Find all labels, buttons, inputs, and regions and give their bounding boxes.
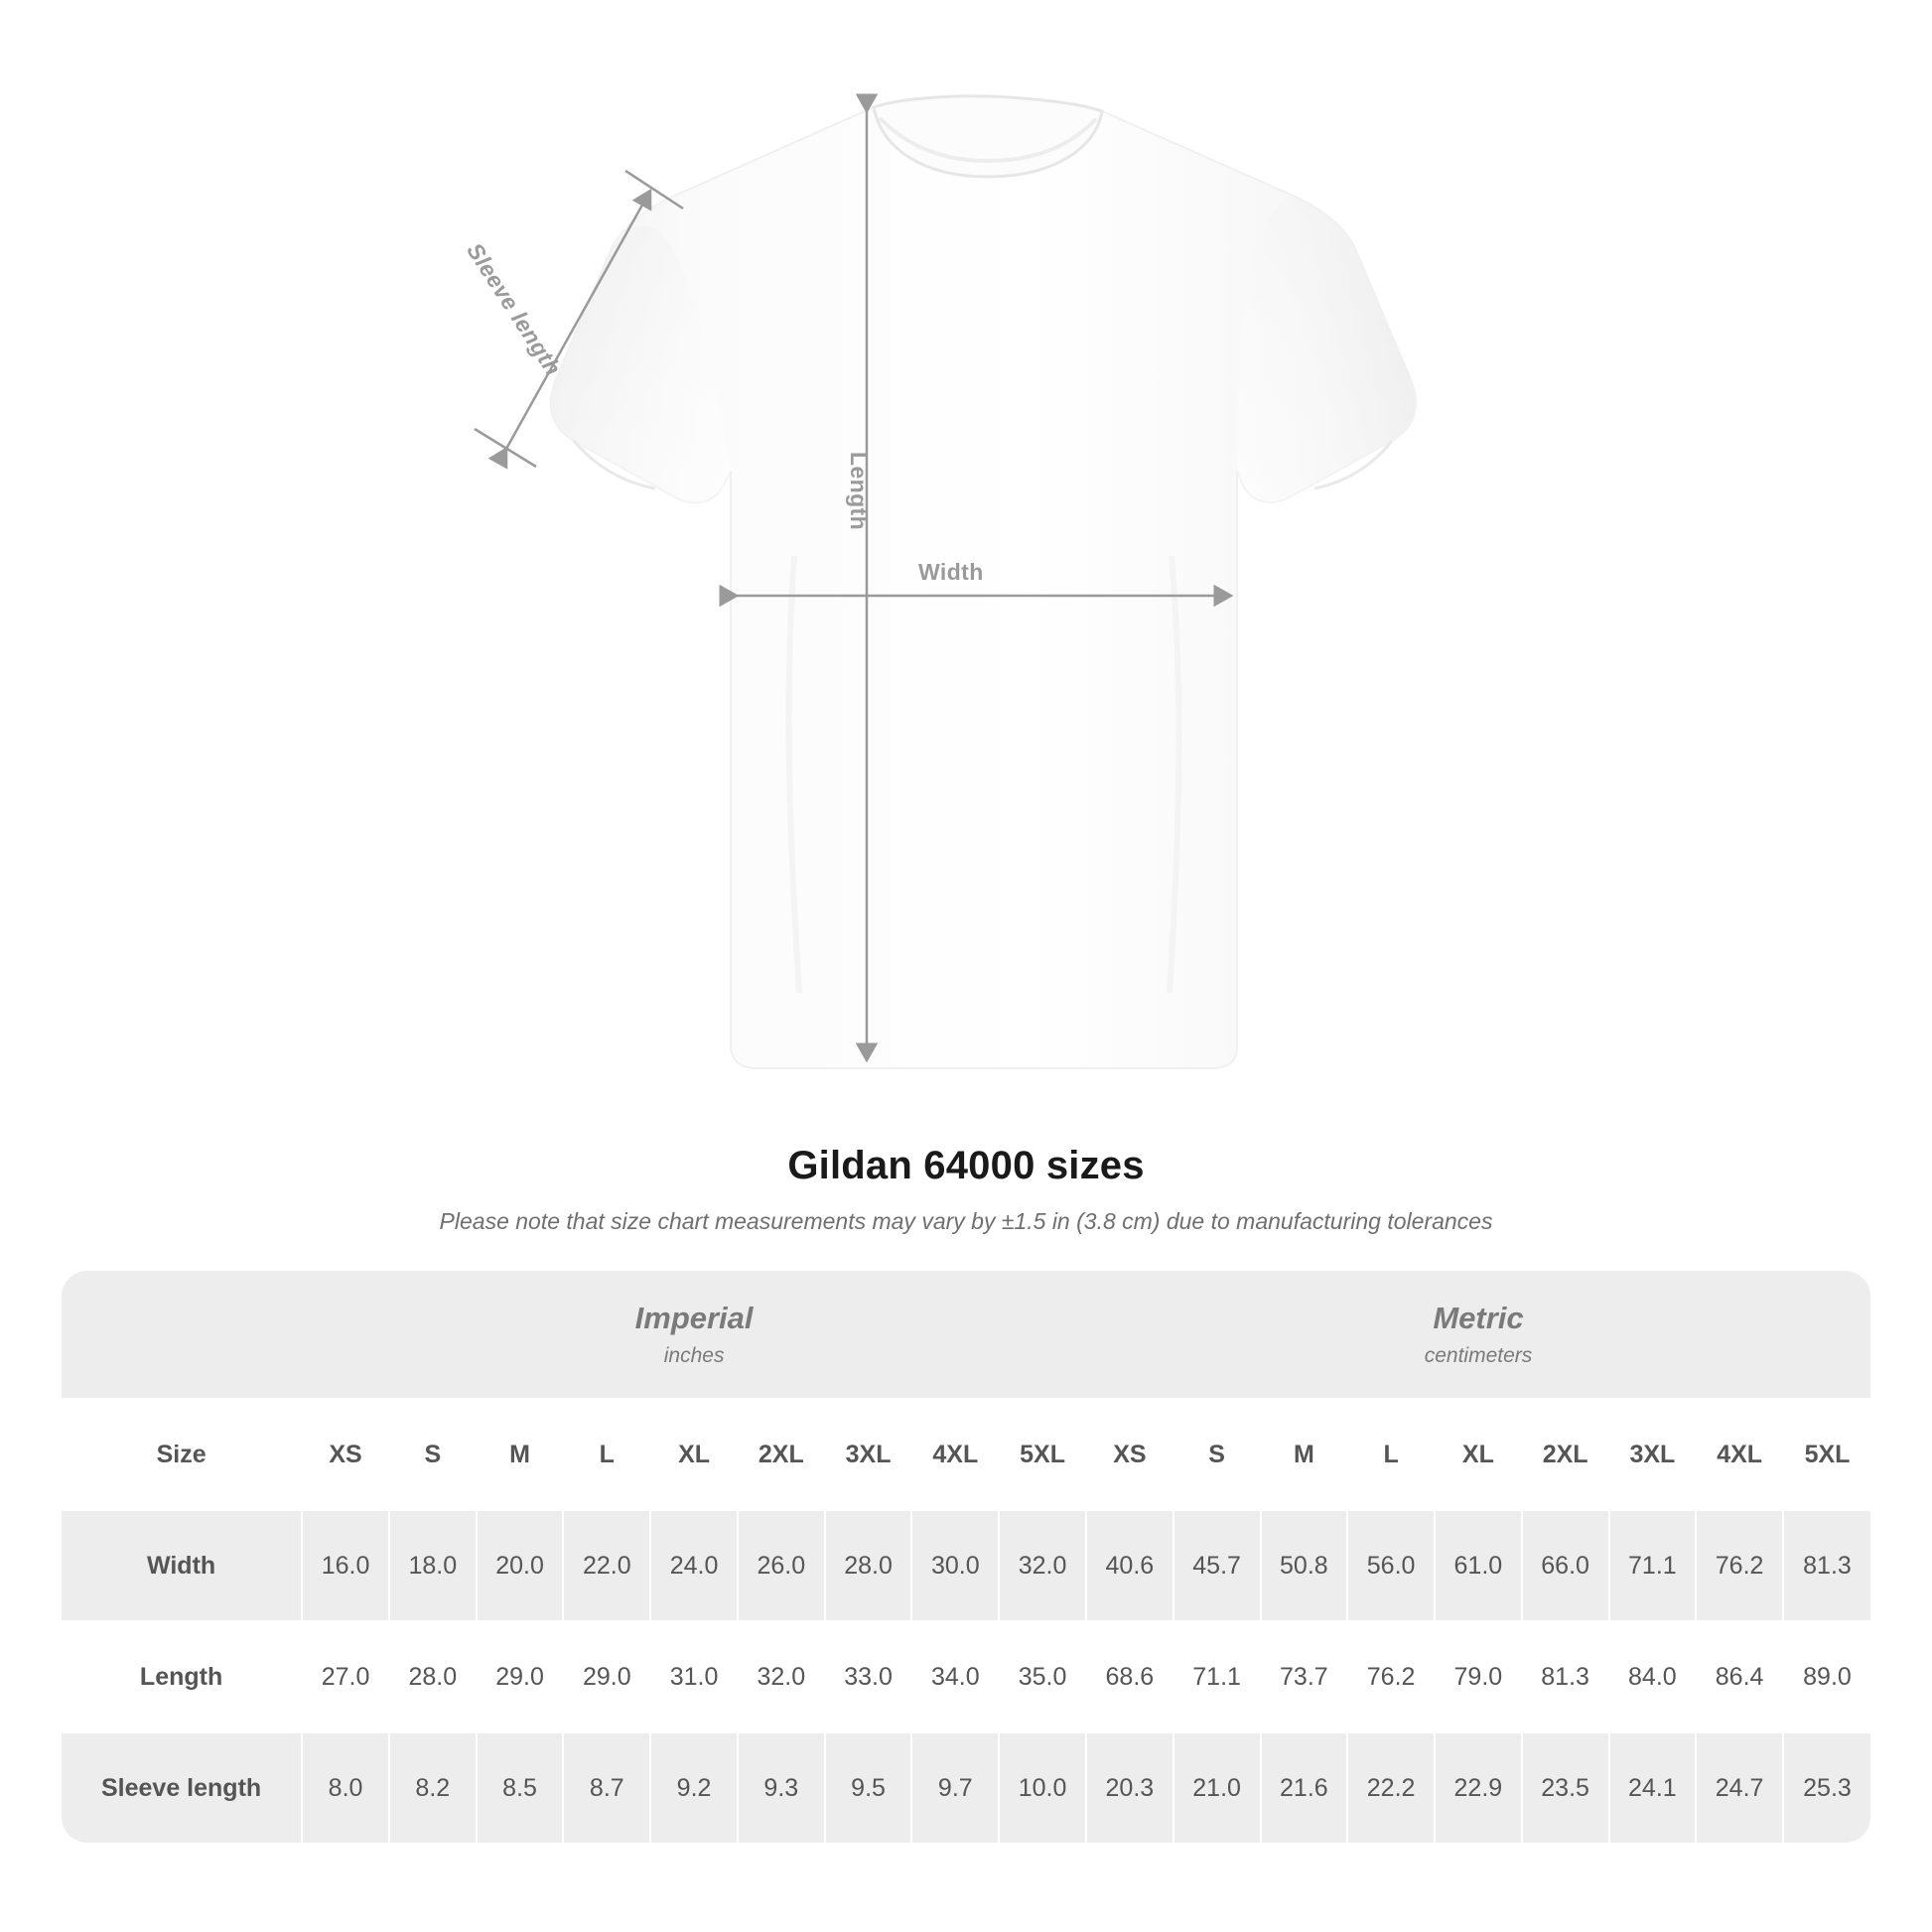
unit-name-imperial: Imperial [634,1301,754,1335]
measurement-cell: 45.7 [1173,1510,1261,1621]
measurement-cell: 31.0 [650,1621,738,1732]
size-cell: 4XL [1696,1399,1783,1510]
size-cell: S [1173,1399,1261,1510]
size-cell: XS [1086,1399,1173,1510]
measurement-cell: 73.7 [1261,1621,1348,1732]
size-cell: 3XL [825,1399,912,1510]
size-cell: 2XL [1522,1399,1609,1510]
measurement-cell: 20.3 [1086,1732,1173,1843]
measurement-cell: 28.0 [389,1621,477,1732]
unit-sub-metric: centimeters [1424,1344,1533,1367]
measurement-cell: 8.5 [477,1732,564,1843]
size-cell: XS [302,1399,389,1510]
measurement-cell: 9.3 [738,1732,825,1843]
measurement-cell: 29.0 [563,1621,650,1732]
measurement-cell: 23.5 [1522,1732,1609,1843]
unit-header-imperial [302,1271,1086,1399]
measurement-cell: 9.7 [911,1732,999,1843]
measurement-cell: 8.2 [389,1732,477,1843]
row-header-length: Length [62,1621,302,1732]
size-cell: 5XL [1783,1399,1870,1510]
measurement-cell: 10.0 [999,1732,1086,1843]
measurement-cell: 8.0 [302,1732,389,1843]
row-header-sleeve-length: Sleeve length [62,1732,302,1843]
sleeve-length-dimension-label: Sleeve length [462,238,567,380]
row-header-size: Size [62,1399,302,1510]
measurement-cell: 27.0 [302,1621,389,1732]
size-cell: L [1347,1399,1435,1510]
measurement-cell: 22.0 [563,1510,650,1621]
size-cell: XL [650,1399,738,1510]
size-cell: M [1261,1399,1348,1510]
unit-header-row [62,1271,1870,1399]
measurement-cell: 71.1 [1609,1510,1697,1621]
size-cell: 5XL [999,1399,1086,1510]
measurement-cell: 40.6 [1086,1510,1173,1621]
measurement-cell: 24.7 [1696,1732,1783,1843]
size-cell: 4XL [911,1399,999,1510]
row-header-width: Width [62,1510,302,1621]
size-cell: M [477,1399,564,1510]
measurement-cell: 89.0 [1783,1621,1870,1732]
measurement-cell: 32.0 [999,1510,1086,1621]
measurement-cell: 21.0 [1173,1732,1261,1843]
measurement-cell: 29.0 [477,1621,564,1732]
measurement-cell: 76.2 [1696,1510,1783,1621]
measurement-cell: 56.0 [1347,1510,1435,1621]
measurement-cell: 68.6 [1086,1621,1173,1732]
width-dimension-label: Width [918,559,984,585]
measurement-cell: 21.6 [1261,1732,1348,1843]
table-row [62,1510,1870,1621]
measurement-cell: 20.0 [477,1510,564,1621]
unit-header-metric [1086,1271,1870,1399]
measurement-cell: 32.0 [738,1621,825,1732]
unit-sub-imperial: inches [663,1344,725,1367]
size-cell: 2XL [738,1399,825,1510]
measurement-cell: 33.0 [825,1621,912,1732]
measurement-cell: 34.0 [911,1621,999,1732]
table-row [62,1621,1870,1732]
size-header-row [62,1399,1870,1510]
page-title: Gildan 64000 sizes [787,1144,1145,1187]
measurement-cell: 66.0 [1522,1510,1609,1621]
measurement-cell: 71.1 [1173,1621,1261,1732]
measurement-cell: 8.7 [563,1732,650,1843]
size-table-container [62,1271,1870,1843]
unit-name-metric: Metric [1433,1301,1524,1335]
measurement-cell: 18.0 [389,1510,477,1621]
measurement-cell: 16.0 [302,1510,389,1621]
measurement-cell: 26.0 [738,1510,825,1621]
size-cell: S [389,1399,477,1510]
measurement-cell: 35.0 [999,1621,1086,1732]
measurement-cell: 86.4 [1696,1621,1783,1732]
measurement-cell: 79.0 [1435,1621,1522,1732]
measurement-cell: 30.0 [911,1510,999,1621]
measurement-cell: 24.1 [1609,1732,1697,1843]
measurement-cell: 81.3 [1783,1510,1870,1621]
title-block [0,1144,1932,1235]
table-row [62,1732,1870,1843]
measurement-cell: 84.0 [1609,1621,1697,1732]
measurement-cell: 81.3 [1522,1621,1609,1732]
tolerance-note: Please note that size chart measurements may vary by ±1.5 in (3.8 cm) due to manufacturing tolerances [439,1208,1493,1234]
measurement-cell: 22.9 [1435,1732,1522,1843]
measurement-cell: 24.0 [650,1510,738,1621]
measurement-cell: 28.0 [825,1510,912,1621]
measurement-cell: 9.5 [825,1732,912,1843]
measurement-cell: 61.0 [1435,1510,1522,1621]
size-cell: L [563,1399,650,1510]
length-dimension-label: Length [846,452,872,531]
measurement-cell: 25.3 [1783,1732,1870,1843]
size-cell: 3XL [1609,1399,1697,1510]
unit-header-spacer [62,1271,302,1399]
measurement-cell: 76.2 [1347,1621,1435,1732]
size-cell: XL [1435,1399,1522,1510]
measurement-cell: 22.2 [1347,1732,1435,1843]
measurement-cell: 9.2 [650,1732,738,1843]
size-table [62,1271,1870,1843]
measurement-cell: 50.8 [1261,1510,1348,1621]
